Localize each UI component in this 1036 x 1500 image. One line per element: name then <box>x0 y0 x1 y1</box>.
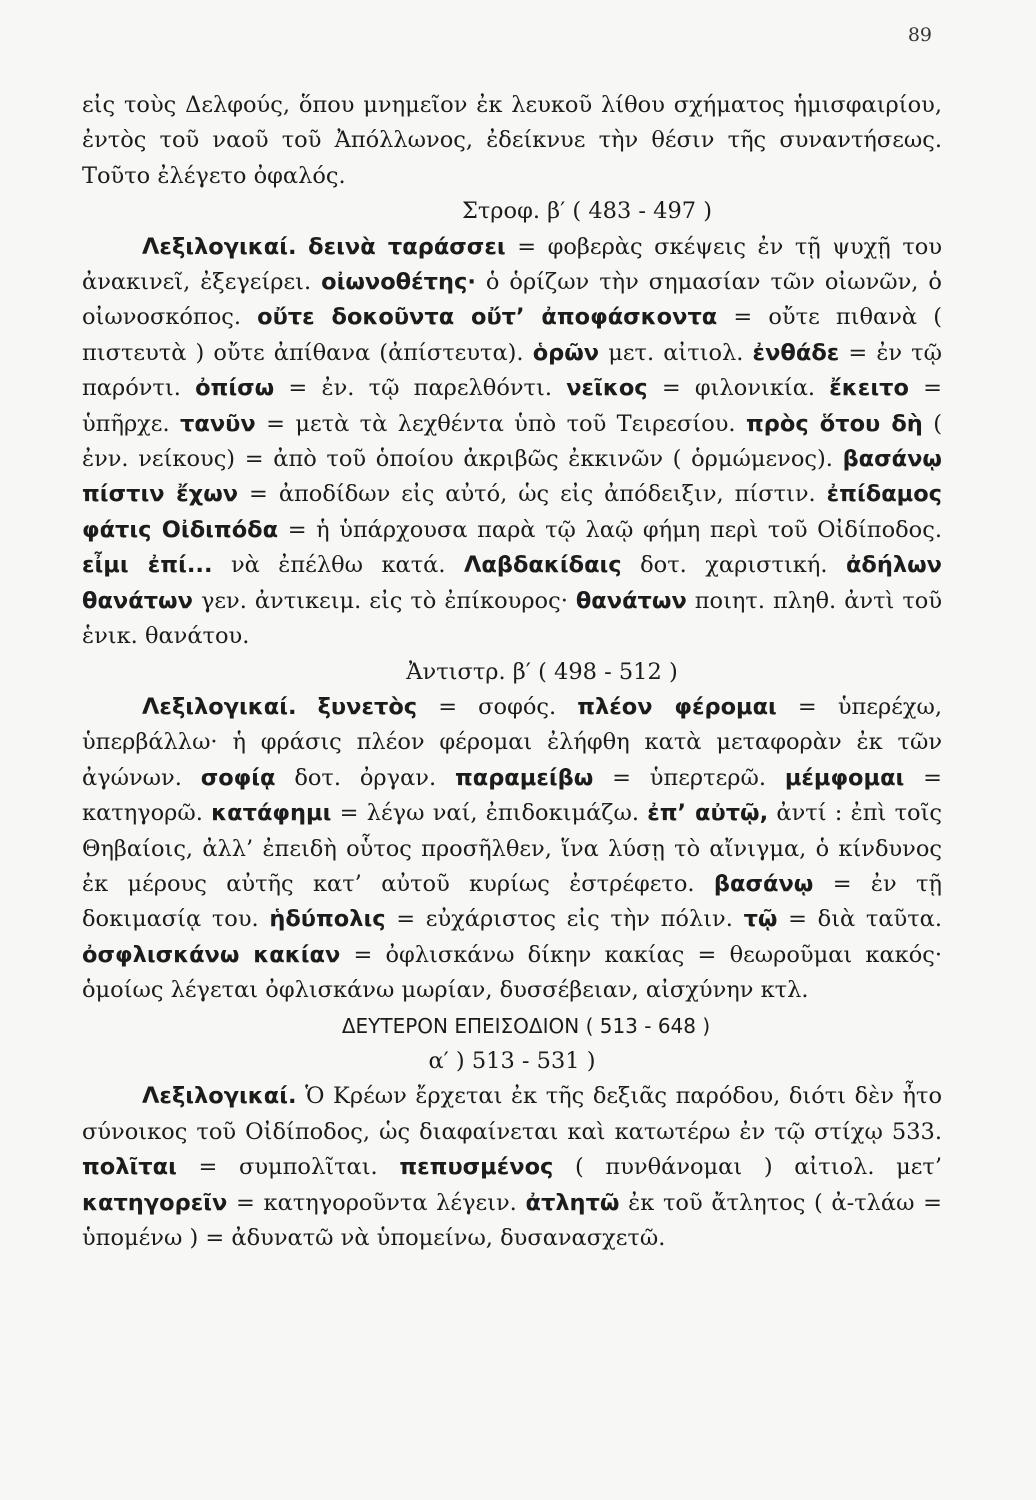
definition: = οὔτε πιθανὰ ( πιστευτὰ ) οὔτε ἀπίθανα (ἀπίστευτα). <box>82 304 942 366</box>
term: σοφίᾳ <box>200 764 276 791</box>
term: νεῖκος <box>566 375 648 402</box>
term: κατάφημι <box>211 800 332 827</box>
definition: = διὰ ταῦτα. <box>777 906 943 933</box>
term: πλέον φέρομαι <box>577 693 777 720</box>
definition: δοτ. ὀργαν. <box>275 764 455 791</box>
intro-paragraph: εἰς τοὺς Δελφούς, ὅπου μνημεῖον ἐκ λευκοῦ λίθου σχήματος ἡμισφαιρίου, ἐντὸς τοῦ ναοῦ τοῦ Ἀπόλλωνος, ἐδείκνυε τὴν θέσιν τῆς συναντήσεως. Τοῦτο ἐλέγετο ὀφαλός. <box>82 92 942 189</box>
definition: μετ. αἰτιολ. <box>599 339 753 366</box>
strophe-glossary <box>82 230 942 655</box>
term: Λαβδακίδαις <box>463 552 622 579</box>
definition: δοτ. χαριστική. <box>621 552 846 579</box>
definition: ( ἐνν. νείκους) = ἀπὸ τοῦ ὁποίου ἀκριβῶς ἐκκινῶν ( ὁρμώμενος). <box>82 410 942 473</box>
definition: = μετὰ τὰ λεχθέντα ὑπὸ τοῦ Τειρεσίου. <box>255 410 746 437</box>
definition: = ἐν τῷ παρόντι. <box>82 339 942 402</box>
term: πρὸς ὅτου δὴ <box>745 410 923 437</box>
term: ἀδήλων θανάτων <box>82 552 942 614</box>
definition: = φοβερὰς σκέψεις ἐν τῇ ψυχῇ του ἀνακινεῖ, ἐξεγείρει. <box>82 233 942 296</box>
term: ἐπίδαμος φάτις Οἰδιπόδα <box>82 481 943 543</box>
term: παραμείβω <box>454 764 594 791</box>
definition: ποιητ. πληθ. ἀντὶ τοῦ ἑνικ. θανάτου. <box>82 587 942 650</box>
term: κατηγορεῖν <box>82 1189 228 1216</box>
definition: νὰ ἐπέλθω κατά. <box>212 552 464 579</box>
term: τῷ <box>743 906 778 933</box>
term: ξυνετὸς <box>317 693 418 720</box>
definition: = φιλονικία. <box>647 375 830 402</box>
definition: ὁ ὁρίζων τὴν σημασίαν τῶν οἰωνῶν, ὁ οἰωνοσκόπος. <box>82 269 942 331</box>
definition: = ἀποδίδων εἰς αὐτό, ὡς εἰς ἀπόδειξιν, πίστιν. <box>238 481 827 508</box>
definition: = ὑπερέχω, ὑπερβάλλω· ἡ φράσις πλέον φέρομαι ἐλήφθη κατὰ μεταφορὰν ἐκ τῶν ἀγώνων. <box>82 693 942 791</box>
term: ὀπίσω <box>195 375 275 402</box>
definition: Ὁ Κρέων ἔρχεται ἐκ τῆς δεξιᾶς παρόδου, διότι δὲν ἦτο σύνοικος τοῦ Οἰδίποδος, ὡς διαφαίνεται καὶ κατωτέρω ἐν τῷ στίχῳ 533. <box>82 1083 942 1145</box>
definition: ( πυνθάνομαι ) αἰτιολ. μετ’ <box>553 1154 942 1181</box>
episode-glossary <box>82 1079 942 1256</box>
term: ἡδύπολις <box>269 906 386 933</box>
glossary-lead: Λεξιλογικαί. <box>142 233 297 260</box>
antistrophe-glossary <box>82 690 942 1009</box>
antistrophe-heading: Ἀντιστρ. β′ ( 498 - 512 ) <box>406 658 678 685</box>
definition: = κατηγοροῦντα λέγειν. <box>227 1189 526 1216</box>
definition: = ἐν. τῷ παρελθόντι. <box>274 375 567 402</box>
glossary-lead: Λεξιλογικαί. <box>142 1083 297 1110</box>
term: ἔκειτο <box>829 375 909 402</box>
glossary-lead: Λεξιλογικαί. <box>142 693 297 720</box>
term: βασάνῳ πίστιν ἔχων <box>82 446 942 508</box>
page-number: 89 <box>907 24 932 46</box>
term: τανῦν <box>180 410 256 437</box>
definition: = ὀφλισκάνω δίκην κακίας = θεωροῦμαι κακός· ὁμοίως λέγεται ὀφλισκάνω μωρίαν, δυσσέβειαν, αἰσχύνην κτλ. <box>82 941 943 1004</box>
term: ἀτλητῶ <box>525 1189 620 1216</box>
definition: = εὐχάριστος εἰς τὴν πόλιν. <box>385 906 744 933</box>
term: θανάτων <box>575 587 687 614</box>
term: μέμφομαι <box>784 764 905 791</box>
definition: = ἐν τῇ δοκιμασίᾳ του. <box>82 870 942 933</box>
term: οὔτε δοκοῦντα οὔτ’ ἀποφάσκοντα <box>257 304 718 331</box>
definition: ἐκ τοῦ ἄτλητος ( ἀ-τλάω = ὑπομένω ) = ἀδυνατῶ νὰ ὑπομείνω, δυσανασχετῶ. <box>82 1189 942 1251</box>
term: βασάνῳ <box>713 870 814 897</box>
term: ὀσφλισκάνω κακίαν <box>82 941 341 968</box>
term: πεπυσμένος <box>399 1154 554 1181</box>
term: πολῖται <box>82 1154 177 1181</box>
term: οἰωνοθέτης· <box>321 269 476 296</box>
definition: γεν. ἀντικειμ. εἰς τὸ ἐπίκουρος· <box>192 587 576 614</box>
term: εἶμι ἐπί... <box>82 552 213 579</box>
episode-heading: ΔΕΥΤΕΡΟΝ ΕΠΕΙΣΟΔΙΟΝ ( 513 - 648 ) <box>341 1013 711 1038</box>
term: ὁρῶν <box>532 339 600 366</box>
term: ἐνθάδε <box>752 339 840 366</box>
definition: = λέγω ναί, ἐπιδοκιμάζω. <box>331 800 648 827</box>
definition: = σοφός. <box>417 693 578 720</box>
strophe-heading: Στροφ. β′ ( 483 - 497 ) <box>461 198 713 225</box>
definition: = κατηγορῶ. <box>82 764 942 827</box>
definition: = ὑπερτερῶ. <box>593 764 785 791</box>
episode-sub-heading: α′ ) 513 - 531 ) <box>428 1047 596 1074</box>
definition: = συμπολῖται. <box>176 1154 400 1181</box>
definition: ἀντί : ἐπὶ τοῖς Θηβαίοις, ἀλλ’ ἐπειδὴ οὗτος προσῆλθεν, ἵνα λύσῃ τὸ αἴνιγμα, ὁ κίνδυνος ἐκ μέρους αὐτῆς κατ’ αὐτοῦ κυρίως ἐστρέφετο. <box>82 800 942 897</box>
page-content <box>82 88 942 1256</box>
definition: = ἡ ὑπάρχουσα παρὰ τῷ λαῷ φήμη περὶ τοῦ Οἰδίποδος. <box>278 516 942 543</box>
term: ἐπ’ αὐτῷ, <box>647 800 769 827</box>
term: δεινὰ ταράσσει <box>308 233 506 260</box>
definition: = ὑπῆρχε. <box>82 375 942 437</box>
